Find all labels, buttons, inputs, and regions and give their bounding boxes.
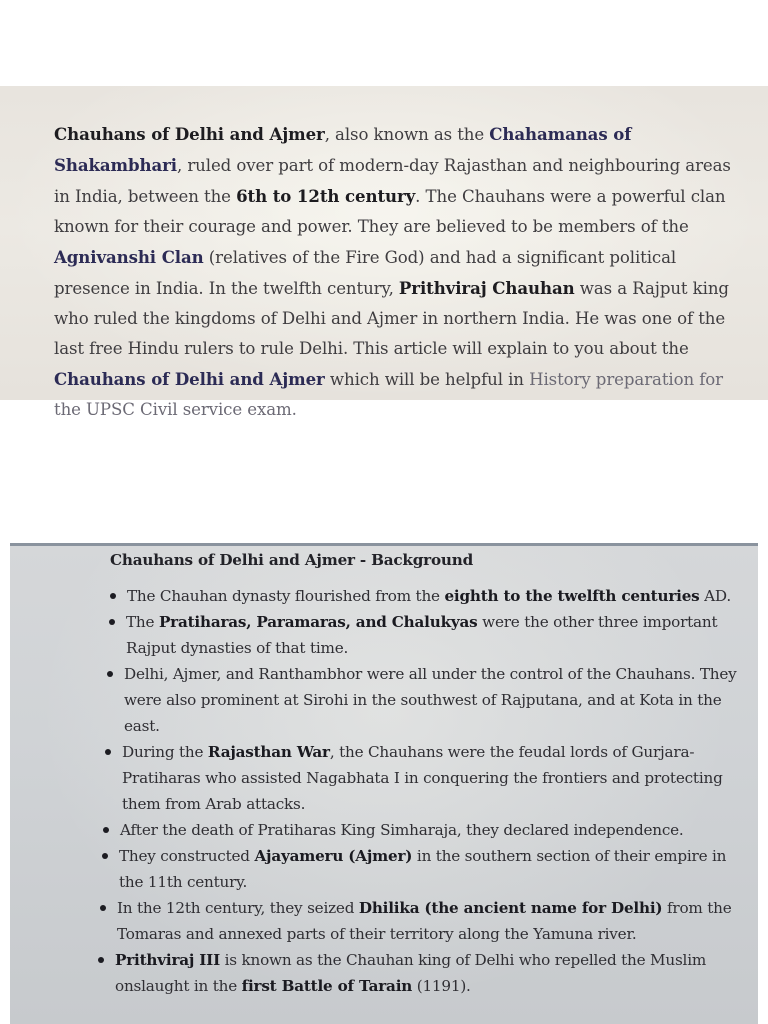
text-run: Delhi, Ajmer, and Ranthambhor were all under the control of the Chauhans. They were also prominent at Sirohi in the southwest of Rajputana, and at Kota in the east.	[124, 665, 737, 735]
bold-term: Pratiharas, Paramaras, and Chalukyas	[158, 613, 478, 631]
bold-term: Chahamanas of Shakambhari	[54, 124, 632, 175]
text-run: The	[126, 613, 159, 631]
bold-term: Agnivanshi Clan	[54, 247, 204, 267]
text-run: After the death of Pratiharas King Simharaja, they declared independence.	[120, 821, 684, 839]
text-run: . The Chauhans were a powerful clan known for their courage and power. They are believed to be members of the	[54, 187, 726, 236]
text-run: In the 12th century, they seized	[117, 899, 359, 917]
text-run: was a Rajput king who ruled the kingdoms of Delhi and Ajmer in northern India. He was one of the last free Hindu rulers to rule Delhi. This article will explain to you about the	[54, 279, 729, 358]
list-item	[109, 609, 738, 661]
bold-term: Chauhans of Delhi and Ajmer	[54, 369, 325, 389]
bullet-icon	[109, 619, 115, 625]
bold-term: Ajayameru (Ajmer)	[254, 847, 413, 865]
text-run: History preparation for the UPSC Civil service exam.	[54, 370, 724, 419]
text-run: which will be helpful in	[324, 370, 530, 389]
text-run: During the	[122, 743, 208, 761]
text-run: , the Chauhans were the feudal lords of Gurjara-Pratiharas who assisted Nagabhata I in conquering the frontiers and protecting them from Arab attacks.	[122, 743, 723, 813]
list-item	[102, 843, 738, 895]
bold-term: Prithviraj III	[115, 951, 220, 969]
bold-term: 6th to 12th century	[236, 186, 416, 206]
bullet-icon	[110, 593, 116, 599]
bullet-icon	[102, 853, 108, 859]
bullet-icon	[100, 905, 106, 911]
bold-term: Chauhans of Delhi and Ajmer	[54, 124, 325, 144]
bold-term: Dhilika (the ancient name for Delhi)	[358, 899, 663, 917]
text-run: in the southern section of their empire in the 11th century.	[119, 847, 727, 891]
bullet-icon	[103, 827, 109, 833]
bullet-list	[110, 583, 738, 999]
bullet-icon	[105, 749, 111, 755]
text-run: were the other three important Rajput dynasties of that time.	[126, 613, 718, 657]
bold-term: Rajasthan War	[207, 743, 330, 761]
text-run: (1191).	[412, 977, 471, 995]
list-item	[110, 583, 738, 609]
text-run: AD.	[699, 587, 731, 605]
list-item	[103, 817, 738, 843]
text-run: , also known as the	[324, 125, 490, 144]
intro-paragraph	[54, 119, 746, 425]
bold-term: eighth to the twelfth centuries	[444, 587, 700, 605]
bold-term: first Battle of Tarain	[241, 977, 413, 995]
bullet-icon	[107, 671, 113, 677]
text-run: They constructed	[119, 847, 255, 865]
text-run: from the Tomaras and annexed parts of their territory along the Yamuna river.	[117, 899, 732, 943]
text-run: (relatives of the Fire God) and had a significant political presence in India. In the twelfth century,	[54, 248, 677, 298]
text-run: , ruled over part of modern-day Rajasthan and neighbouring areas in India, between the	[54, 156, 731, 206]
list-item	[105, 739, 738, 817]
background-photo	[10, 543, 758, 1024]
list-item	[107, 661, 738, 739]
bold-term: Prithviraj Chauhan	[398, 278, 575, 298]
intro-photo	[0, 86, 768, 419]
list-item	[100, 895, 738, 947]
text-run: The Chauhan dynasty flourished from the	[127, 587, 445, 605]
section-heading: Chauhans of Delhi and Ajmer - Background	[110, 551, 474, 569]
list-item	[98, 947, 738, 999]
text-run: is known as the Chauhan king of Delhi who repelled the Muslim onslaught in the	[115, 951, 707, 995]
bullet-icon	[98, 957, 104, 963]
